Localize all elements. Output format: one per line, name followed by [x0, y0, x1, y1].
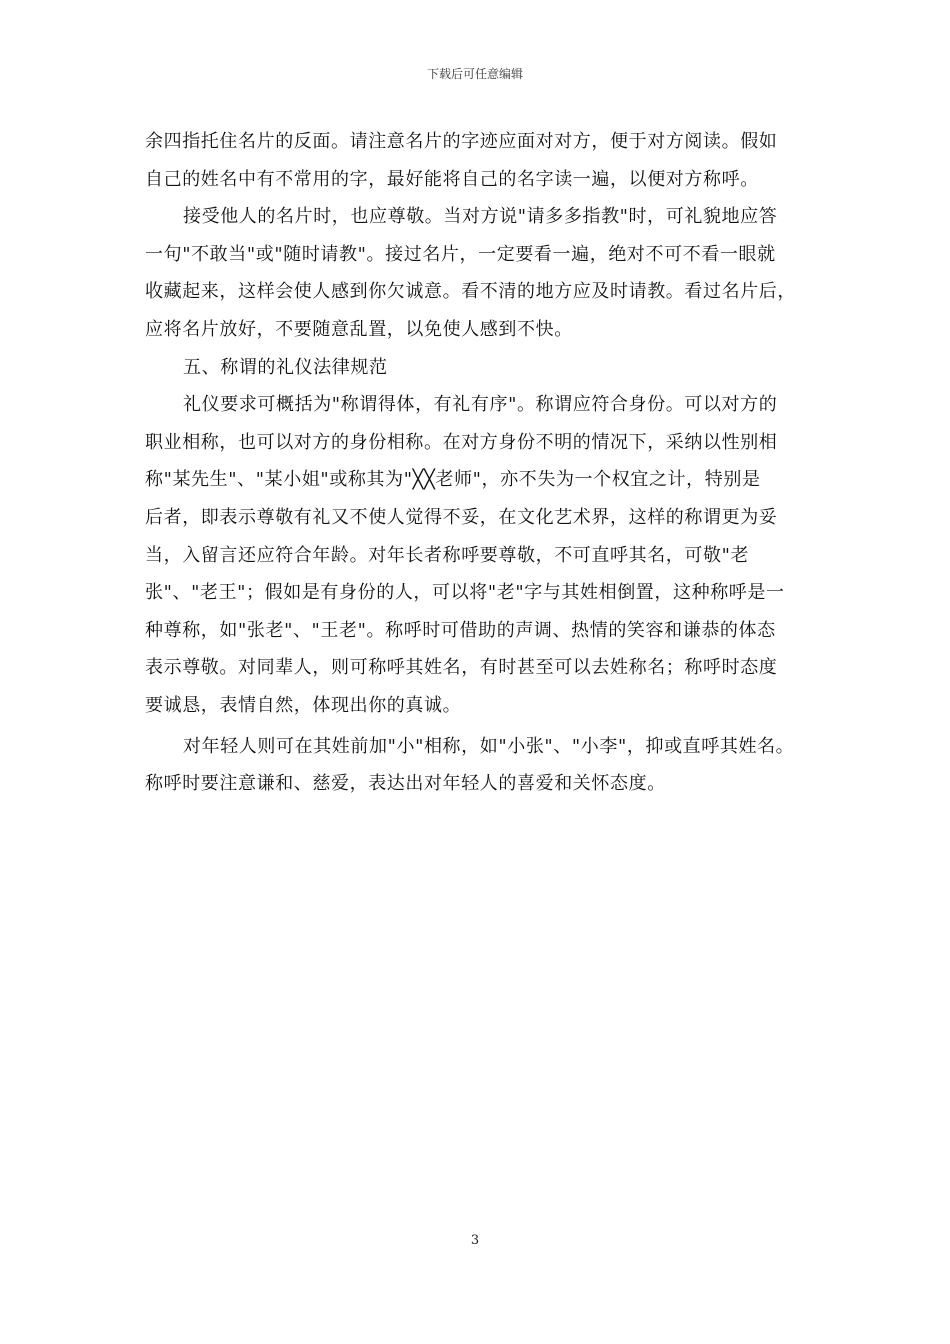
body-line: 当，入留言还应符合年龄。对年长者称呼要尊敬，不可直呼其名，可敬"老 — [145, 544, 750, 566]
body-line: 后者，即表示尊敬有礼又不使人觉得不妥，在文化艺术界，这样的称谓更为妥 — [145, 506, 778, 528]
document-body — [145, 123, 810, 803]
body-line: 一句"不敢当"或"随时请教"。接过名片，一定要看一遍，绝对不可不看一眼就 — [145, 243, 776, 265]
body-line: 余四指托住名片的反面。请注意名片的字迹应面对对方，便于对方阅读。假如 — [145, 131, 778, 152]
body-line: 职业相称，也可以对方的身份相称。在对方身份不明的情况下，采纳以性别相 — [145, 431, 778, 453]
body-line: 表示尊敬。对同辈人，则可称呼其姓名，有时甚至可以去姓称名；称呼时态度 — [145, 657, 778, 679]
paragraph-start-line: 接受他人的名片时，也应尊敬。当对方说"请多多指教"时，可礼貌地应答 — [183, 206, 778, 228]
body-line: 种尊称，如"张老"、"王老"。称呼时可借助的声调、热情的笑容和谦恭的体态 — [145, 619, 776, 641]
body-line: 张"、"老王"；假如是有身份的人，可以将"老"字与其姓相倒置，这种称呼是一 — [145, 582, 785, 604]
paragraph-start-line: 对年轻人则可在其姓前加"小"相称，如"小张"、"小李"，抑或直呼其姓名。 — [183, 735, 795, 757]
page-number: 3 — [470, 1233, 480, 1248]
body-line: 称呼时要注意谦和、慈爱，表达出对年轻人的喜爱和关怀态度。 — [145, 773, 666, 795]
body-line: 应将名片放好，不要随意乱置，以免使人感到不快。 — [145, 318, 573, 340]
body-line: 要诚恳，表情自然，体现出你的真诚。 — [145, 694, 462, 716]
body-line: 称"某先生"、"某小姐"或称其为"╳╳老师"，亦不失为一个权宜之计，特别是 — [145, 469, 761, 491]
section-heading: 五、称谓的礼仪法律规范 — [183, 356, 388, 378]
body-line: 收藏起来，这样会使人感到你欠诚意。看不清的地方应及时请教。看过名片后， — [145, 281, 796, 303]
paragraph-start-line: 礼仪要求可概括为"称谓得体，有礼有序"。称谓应符合身份。可以对方的 — [183, 394, 778, 416]
body-line: 自己的姓名中有不常用的字，最好能将自己的名字读一遍，以便对方称呼。 — [145, 168, 759, 190]
page-header: 下载后可任意编辑 — [426, 67, 523, 81]
